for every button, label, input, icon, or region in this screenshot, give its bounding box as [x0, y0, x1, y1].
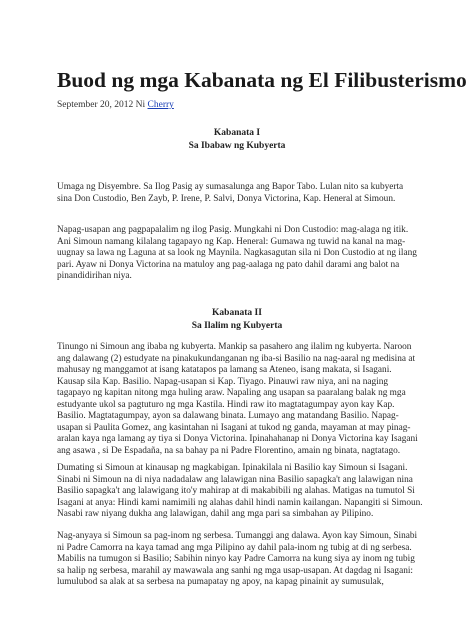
chapter-1-paragraph-1 [57, 182, 429, 205]
text-line: Nasabi raw niyang dukha ang lalawigan, dahil ang mga pari sa simbahan ay Pilipino. [57, 509, 374, 519]
chapter-2-paragraph-2 [57, 463, 429, 521]
text-line: mahusay ng manggamot at isang katatapos pa lamang sa Ateneo, isang makata, si Isagani. [57, 365, 392, 375]
text-line: uugnay sa lawa ng Laguna at sa look ng Maynila. Nagkasagutan sila ni Don Custodio at ng ilang [57, 248, 417, 258]
text-line: usapan si Paulita Gomez, ang kasintahan ni Isagani at tukod ng ganda, mayaman at may pinag- [57, 422, 411, 433]
text-line: Nag-anyaya si Simoun sa pag-inom ng serbesa. Tumanggi ang dalawa. Ayon kay Simoun, Sinabi [57, 531, 418, 541]
text-line: tagapayo ng kapitan nitong mga huling araw. Napaling ang usapan sa paaralang balak ng mga [57, 388, 406, 398]
chapter-2-number: Kabanata II [212, 308, 262, 318]
text-line: Kausap sila Kap. Basilio. Napag-usapan si Kap. Tiyago. Pinauwi raw niya, ani na naging [57, 376, 389, 387]
text-line: pari. Ayaw ni Donya Victorina na matuloy ang pag-aalaga ng pato dahil darami ang balot na [57, 259, 400, 270]
chapter-2-paragraph-1 [57, 342, 429, 457]
chapter-2-heading [57, 307, 417, 333]
text-line: Mabilis na tumugon si Basilio; Sabihin ninyo kay Padre Camorra na kung siya ay inom ng tubig [57, 554, 415, 564]
text-line: lumulubod sa alak at sa serbesa na pumapatay ng apoy, na kapag pinainit ay sumusulak, [57, 577, 384, 587]
text-line: Umaga ng Disyembre. Sa Ilog Pasig ay sumasalunga ang Bapor Tabo. Lulan nito sa kubyerta [57, 182, 404, 192]
text-line: estudyante ukol sa pagtuturo ng mga Kastila. Hindi raw ito magtatagumpay ayon kay Kap. [57, 399, 395, 410]
text-line: Basilio. Magtatagumpay, ayon sa dalawang binata. Lumayo ang matandang Basilio. Napag- [57, 411, 399, 421]
text-line: sina Don Custodio, Ben Zayb, P. Irene, P. Salvi, Donya Victorina, Kap. Heneral at Simoun. [57, 193, 396, 204]
page-title: Buod ng mga Kabanata ng El Filibusterismo [57, 68, 467, 92]
post-date: September 20, 2012 [57, 100, 134, 110]
text-line: Ani Simoun namang kilalang tagapayo ng Kap. Heneral: Gumawa ng tuwid na kanal na mag- [57, 236, 406, 247]
text-line: Tinungo ni Simoun ang ibaba ng kubyerta. Mankip sa pasahero ang ilalim ng kubyerta. Naroon [57, 342, 412, 352]
text-line: ang asawa , si De Espadaña, na sa bahay pa ni Padre Florentino, amain ng binata, nagtatago. [57, 445, 401, 456]
text-line: Dumating si Simoun at kinausap ng magkabigan. Ipinakilala ni Basilio kay Simoun si Isagani. [57, 463, 408, 473]
author-prefix: Ni [135, 100, 146, 110]
chapter-1-paragraph-2 [57, 225, 429, 283]
text-line: Isagani at anya: Hindi kami namimili ng alahas dahil hindi namin kailangan. Napangiti si Simoun. [57, 497, 423, 508]
text-line: sa halip ng serbesa, marahil ay mawawala ang sanhi ng mga usap-usapan. At dagdag ni Isagani: [57, 565, 414, 576]
text-line: ni Padre Camorra na kaya tamad ang mga Pilipino ay dahil pala-inom ng tubig at di ng serbesa. [57, 542, 412, 553]
post-meta [57, 100, 174, 110]
text-line: Napag-usapan ang pagpapalalim ng ilog Pasig. Mungkahi ni Don Custodio: mag-alaga ng itik. [57, 225, 409, 235]
text-line: aralan kaya nga lamang ay tiya si Donya Victorina. Ipinahahanap ni Donya Victorina kay Isagani [57, 434, 418, 444]
chapter-2-name: Sa Ilalim ng Kubyerta [191, 321, 283, 331]
text-line: ang dalawang (2) estudyate na pinakukundanganan ng iba-si Basilio na nag-aaral ng medisina at [57, 353, 416, 364]
text-line: Basilio sapagka't ang lalawigang ito'y mahirap at di makabibili ng alahas. Matigas na tumutol Si [57, 486, 415, 496]
author-link[interactable]: Cherry [147, 100, 174, 110]
chapter-1-number: Kabanata I [213, 128, 261, 138]
text-line: pinandidirihan niya. [57, 271, 132, 281]
text-line: Sinabi ni Simoun na di niya nadadalaw ang lalawigan nina Basilio sapagka't ang lalawigan nina [57, 474, 413, 485]
chapter-1-heading [57, 127, 417, 153]
chapter-2-paragraph-3 [57, 531, 429, 589]
chapter-1-name: Sa Ibabaw ng Kubyerta [188, 141, 286, 151]
